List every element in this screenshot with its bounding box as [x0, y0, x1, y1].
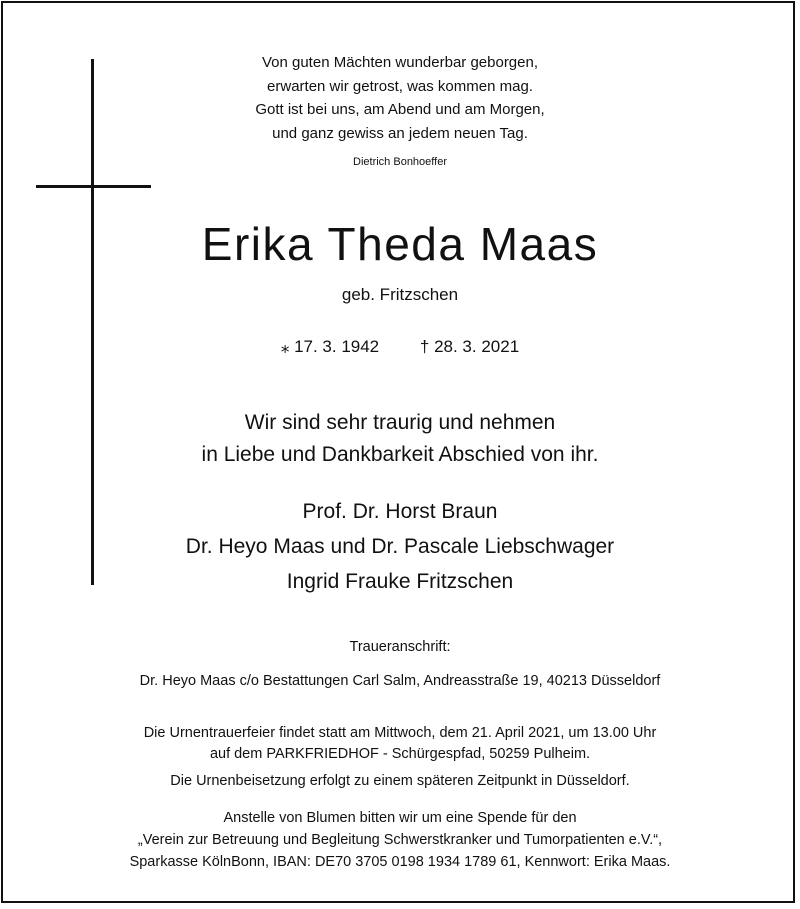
- poem-author: Dietrich Bonhoeffer: [353, 156, 447, 168]
- ceremony-info: [3, 723, 797, 765]
- donation-info: [3, 807, 797, 873]
- life-dates: [3, 337, 797, 357]
- mourning-address: Dr. Heyo Maas c/o Bestattungen Carl Salm, Andreasstraße 19, 40213 Düsseldorf: [139, 673, 661, 689]
- poem-line: erwarten wir getrost, was kommen mag.: [267, 77, 533, 95]
- mourners-list: [3, 494, 797, 599]
- farewell-message: [3, 407, 797, 471]
- poem-line: Gott ist bei uns, am Abend und am Morgen,: [255, 101, 545, 118]
- poem-line: und ganz gewiss an jedem neuen Tag.: [272, 124, 528, 142]
- deceased-name: Erika Theda Maas: [201, 218, 599, 270]
- mourner-name: Ingrid Frauke Fritzschen: [286, 570, 514, 593]
- message-line: Wir sind sehr traurig und nehmen: [244, 411, 556, 434]
- poem: [3, 51, 797, 145]
- donation-line: Sparkasse KölnBonn, IBAN: DE70 3705 0198 1934 1789 61, Kennwort: Erika Maas.: [129, 854, 671, 870]
- mourner-name: Prof. Dr. Horst Braun: [302, 500, 498, 523]
- maiden-name: geb. Fritzschen: [341, 285, 459, 304]
- burial-info: Die Urnenbeisetzung erfolgt zu einem späteren Zeitpunkt in Düsseldorf.: [170, 773, 630, 789]
- address-label: Traueranschrift:: [349, 639, 451, 655]
- mourner-name: Dr. Heyo Maas und Dr. Pascale Liebschwager: [185, 535, 615, 558]
- birth-date: ⁎ 17. 3. 1942: [280, 337, 380, 356]
- cross-icon-horizontal: [36, 185, 151, 188]
- donation-line: Anstelle von Blumen bitten wir um eine Spende für den: [223, 810, 577, 826]
- poem-line: Von guten Mächten wunderbar geborgen,: [261, 54, 539, 71]
- death-date: † 28. 3. 2021: [419, 337, 520, 356]
- donation-line: „Verein zur Betreuung und Begleitung Schwerstkranker und Tumorpatienten e.V.“,: [137, 832, 663, 848]
- ceremony-line: Die Urnentrauerfeier findet statt am Mittwoch, dem 21. April 2021, um 13.00 Uhr: [143, 725, 657, 741]
- ceremony-line: auf dem PARKFRIEDHOF - Schürgespfad, 50259 Pulheim.: [209, 746, 591, 762]
- obituary-card: [1, 1, 795, 903]
- message-line: in Liebe und Dankbarkeit Abschied von ihr.: [201, 443, 599, 466]
